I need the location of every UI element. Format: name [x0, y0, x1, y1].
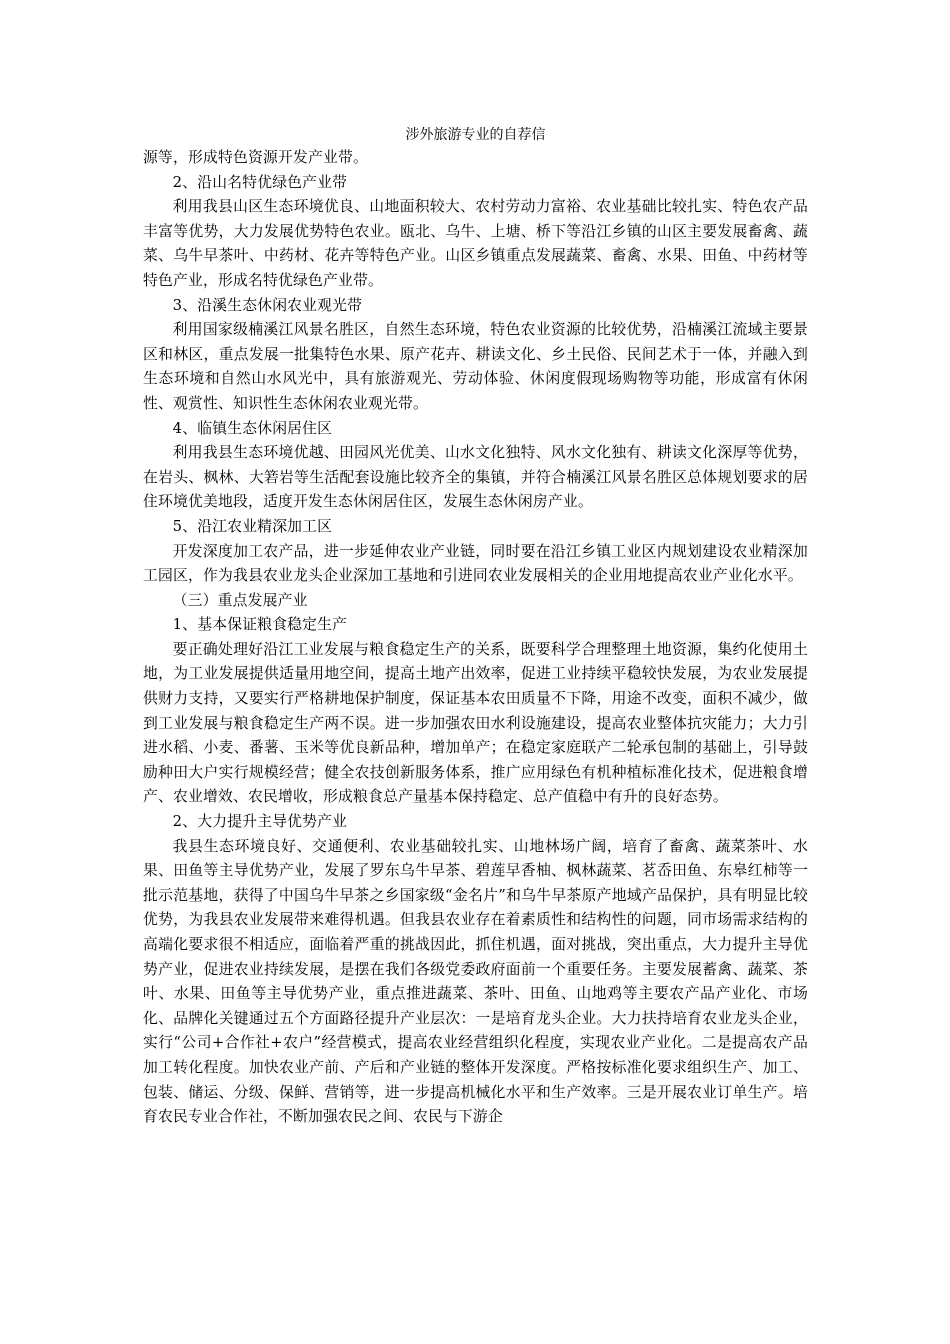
paragraph: 要正确处理好沿江工业发展与粮食稳定生产的关系，既要科学合理整理土地资源，集约化使用土地，为工业发展提供适量用地空间，提高土地产出效率，促进工业持续平稳较快发展，为农业发展提供财力支持，又要实行严格耕地保护制度，保证基本农田质量不下降，用途不改变，面积不减少，做到工业发展与粮食稳定生产两不误。进一步加强农田水利设施建设，提高农业整体抗灾能力；大力引进水稻、小麦、番薯、玉米等优良新品种，增加单产；在稳定家庭联产二轮承包制的基础上，引导鼓励种田大户实行规模经营；健全农技创新服务体系，推广应用绿色有机种植标准化技术，促进粮食增产、农业增效、农民增收，形成粮食总产量基本保持稳定、总产值稳中有升的良好态势。: [143, 640, 808, 806]
document-body: [143, 146, 808, 1130]
paragraph: 开发深度加工农产品，进一步延伸农业产业链，同时要在沿江乡镇工业区内规划建设农业精深加工园区，作为我县农业龙头企业深加工基地和引进同农业发展相关的企业用地提高农业产业化水平。: [143, 542, 808, 585]
paragraph: 1、基本保证粮食稳定生产: [172, 616, 348, 634]
paragraph: 4、临镇生态休闲居住区: [172, 419, 333, 437]
paragraph: 2、大力提升主导优势产业: [172, 813, 348, 831]
document-title: 涉外旅游专业的自荐信: [405, 127, 546, 143]
paragraph: 我县生态环境良好、交通便利、农业基础较扎实、山地林场广阔，培育了畜禽、蔬菜茶叶、水果、田鱼等主导优势产业，发展了罗东乌牛早茶、碧莲早香柚、枫林蔬菜、茗岙田鱼、东皋红柿等一批示范基地，获得了中国乌牛早茶之乡国家级“金名片”和乌牛早茶原产地域产品保护，具有明显比较优势，为我县农业发展带来难得机遇。但我县农业存在着素质性和结构性的问题，同市场需求结构的高端化要求很不相适应，面临着严重的挑战因此，抓住机遇，面对挑战，突出重点，大力提升主导优势产业，促进农业持续发展，是摆在我们各级党委政府面前一个重要任务。主要发展蓄禽、蔬菜、茶叶、水果、田鱼等主导优势产业，重点推进蔬菜、茶叶、田鱼、山地鸡等主要农产品产业化、市场化、品牌化关键通过五个方面路径提升产业层次：一是培育龙头企业。大力扶持培育农业龙头企业，实行“公司+合作社+农户”经营模式，提高农业经营组织化程度，实现农业产业化。二是提高农产品加工转化程度。加快农业产前、产后和产业链的整体开发深度。严格按标准化要求组织生产、加工、包装、储运、分级、保鲜、营销等，进一步提高机械化水平和生产效率。三是开展农业订单生产。培育农民专业合作社，不断加强农民之间、农民与下游企: [143, 837, 808, 1126]
document-page: [143, 124, 808, 1130]
paragraph: 3、沿溪生态休闲农业观光带: [172, 296, 363, 314]
paragraph: 2、沿山名特优绿色产业带: [172, 173, 348, 191]
paragraph: 利用我县生态环境优越、田园风光优美、山水文化独特、风水文化独有、耕读文化深厚等优势，在岩头、枫林、大箬岩等生活配套设施比较齐全的集镇，并符合楠溪江风景名胜区总体规划要求的居住环境优美地段，适度开发生态休闲居住区，发展生态休闲房产业。: [143, 444, 808, 511]
paragraph: 5、沿江农业精深加工区: [172, 517, 333, 535]
paragraph: （三）重点发展产业: [172, 591, 308, 609]
paragraph: 源等，形成特色资源开发产业带。: [143, 149, 368, 166]
paragraph: 利用国家级楠溪江风景名胜区，自然生态环境，特色农业资源的比较优势，沿楠溪江流域主要景区和林区，重点发展一批集特色水果、原产花卉、耕读文化、乡土民俗、民间艺术于一体，并融入到生态环境和自然山水风光中，具有旅游观光、劳动体验、休闲度假现场购物等功能，形成富有休闲性、观赏性、知识性生态休闲农业观光带。: [143, 321, 808, 412]
paragraph: 利用我县山区生态环境优良、山地面积较大、农村劳动力富裕、农业基础比较扎实、特色农产品丰富等优势，大力发展优势特色农业。瓯北、乌牛、上塘、桥下等沿江乡镇的山区主要发展畜禽、蔬菜、乌牛早茶叶、中药材、花卉等特色产业。山区乡镇重点发展蔬菜、畜禽、水果、田鱼、中药材等特色产业，形成名特优绿色产业带。: [143, 198, 808, 289]
